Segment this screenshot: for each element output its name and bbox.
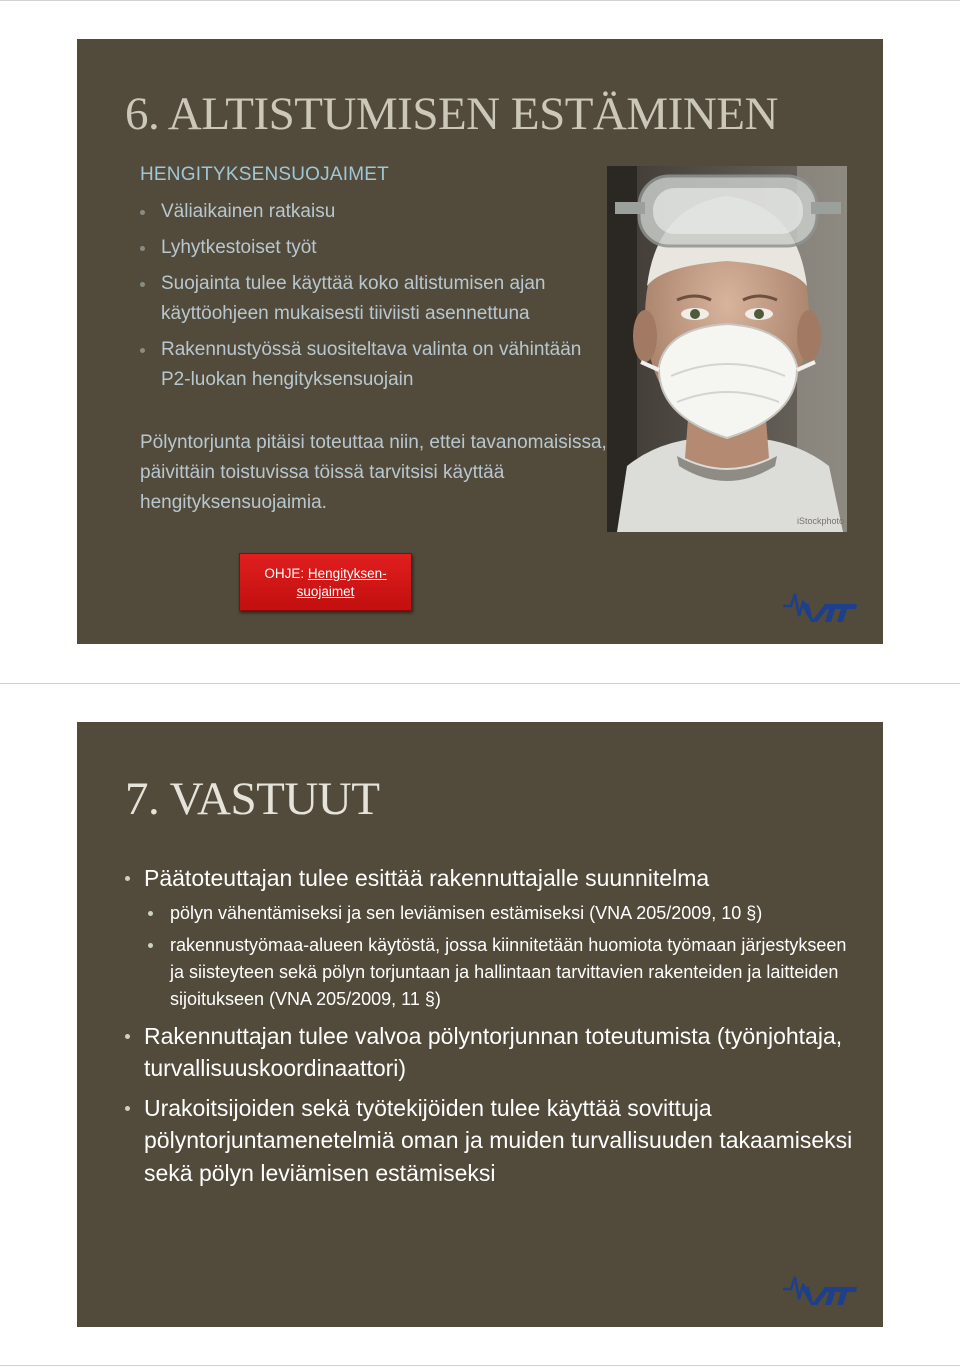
page-divider: [0, 683, 960, 684]
responsibilities-list: [125, 862, 855, 1189]
bullet-list: [139, 197, 609, 401]
page-bottom-border: [0, 1365, 960, 1366]
page-top-border: [0, 0, 960, 1]
list-item: Päätoteuttajan tulee esittää rakennuttajalle suunnitelma: [125, 862, 855, 895]
list-item: Väliaikainen ratkaisu: [139, 197, 609, 227]
worker-respirator-illustration: [607, 166, 847, 532]
button-link-line1[interactable]: Hengityksen-: [307, 566, 387, 581]
list-item: Lyhytkestoiset työt: [139, 233, 609, 263]
photo-watermark: iStockphoto: [797, 516, 845, 526]
slide-vastuut: [77, 722, 883, 1327]
slide-title: 6. ALTISTUMISEN ESTÄMINEN: [125, 88, 778, 140]
vtt-logo-icon: [781, 1271, 857, 1307]
list-item: Rakennuttajan tulee valvoa pölyntorjunnan toteutumista (työnjohtaja, turvallisuuskoordinaattori): [125, 1020, 855, 1085]
sub-list-item: rakennustyömaa-alueen käytöstä, jossa kiinnitetään huomiota työmaan järjestykseen ja siisteyteen sekä pölyn torjuntaan ja hallintaan tarvittavien rakenteiden ja laitteiden sijoitukseen (VNA 205/2009, 11 §): [125, 932, 855, 1013]
list-item: Rakennustyössä suositeltava valinta on vähintään P2-luokan hengityksensuojain: [139, 335, 609, 395]
section-subheading: HENGITYKSENSUOJAIMET: [140, 164, 389, 185]
dust-control-paragraph: Pölyntorjunta pitäisi toteuttaa niin, ettei tavanomaisissa, päivittäin toistuvissa töissä tarvitsisi käyttää hengityksensuojaimia.: [140, 432, 607, 513]
slide-altistumisen-estaminen: [77, 39, 883, 644]
list-item: Suojainta tulee käyttää koko altistumisen ajan käyttöohjeen mukaisesti tiiviisti asennettuna: [139, 269, 609, 329]
button-prefix: OHJE:: [264, 566, 308, 581]
worker-respirator-photo: [607, 166, 847, 532]
ohje-hengityksensuojaimet-button[interactable]: [239, 553, 412, 611]
slide-title: 7. VASTUUT: [125, 773, 380, 825]
sub-list-item: pölyn vähentämiseksi ja sen leviämisen estämiseksi (VNA 205/2009, 10 §): [125, 900, 855, 927]
button-link-line2[interactable]: suojaimet: [296, 584, 355, 599]
list-item: Urakoitsijoiden sekä työtekijöiden tulee käyttää sovittuja pölyntorjuntamenetelmiä oman ja muiden turvallisuuden takaamiseksi sekä pölyn leviämisen estämiseksi: [125, 1092, 855, 1190]
vtt-logo-icon: [781, 588, 857, 624]
